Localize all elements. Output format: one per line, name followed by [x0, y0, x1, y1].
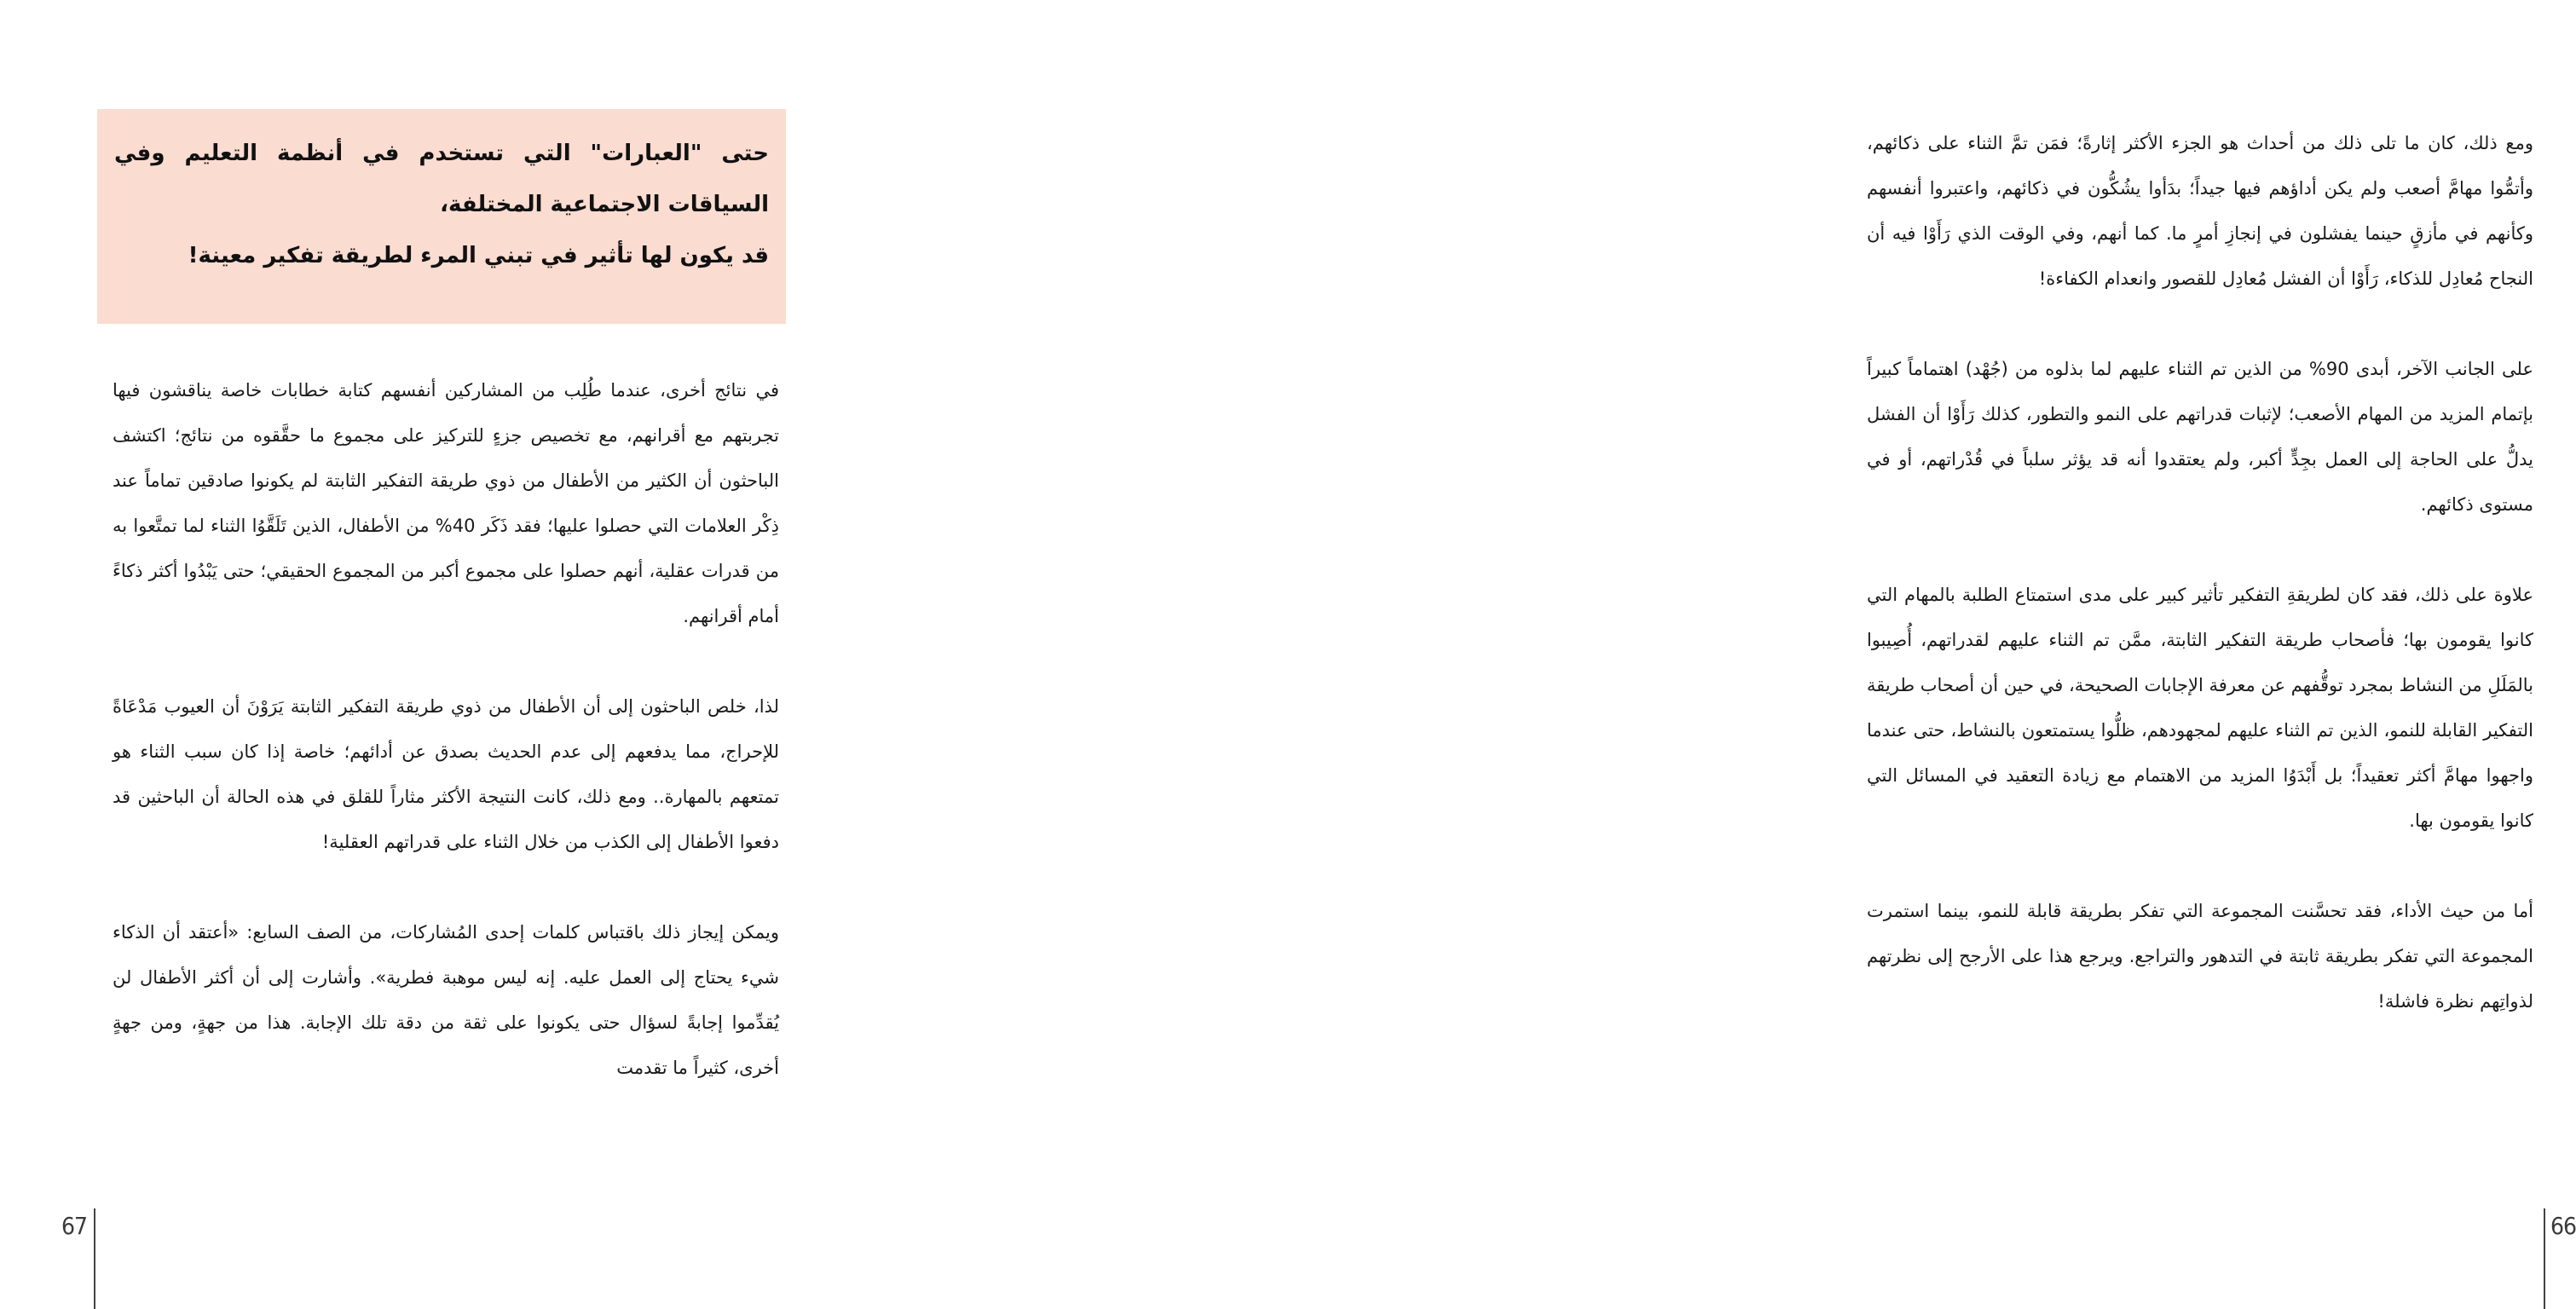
- paragraph: لذا، خلص الباحثون إلى أن الأطفال من ذوي طريقة التفكير الثابتة يَرَوْنَ أن العيوب مَدْعَاةً للإحراج، مما يدفعهم إلى عدم الحديث بصدق عن أدائهم؛ خاصة إذا كان سبب الثناء هو تمتعهم بالمهارة.. ومع ذلك، كانت النتيجة الأكثر مثاراً للقلق في هذه الحالة أن الباحثين قد دفعوا الأطفال إلى الكذب من خلال الثناء على قدراتهم العقلية!: [113, 696, 779, 852]
- paragraph: ويمكن إيجاز ذلك باقتباس كلمات إحدى المُشاركات، من الصف السابع: «أعتقد أن الذكاء شيء يحتاج إلى العمل عليه. إنه ليس موهبة فطرية». وأشارت إلى أن أكثر الأطفال لن يُقدِّموا إجابةً لسؤال حتى يكونوا على ثقة من دقة تلك الإجابة. هذا من جهةٍ، ومن جهةٍ أخرى، كثيراً ما تقدمت: [113, 922, 779, 1078]
- page-number: 66: [2550, 1212, 2576, 1240]
- right-page: [873, 0, 2576, 1309]
- paragraph: ومع ذلك، كان ما تلى ذلك من أحداث هو الجزء الأكثر إثارةً؛ فمَن تمَّ الثناء على ذكائهم، وأتمُّوا مهامَّ أصعب ولم يكن أداؤهم فيها جيداً؛ بدَأوا يشُكُّون في ذكائهم، واعتبروا أنفسهم وكأنهم في مأزقٍ حينما يفشلون في إنجازِ أمرٍ ما. كما أنهم، وفي الوقت الذي رَأَوْا فيه أن النجاح مُعادِل للذكاء، رَأَوْا أن الفشل مُعادِل للقصور وانعدام الكفاءة!: [1867, 133, 2533, 289]
- highlight-line-1: حتى "العبارات" التي تستخدم في أنظمة التعليم وفي السياقات الاجتماعية المختلفة،: [114, 141, 769, 217]
- right-body-text: [1867, 121, 2533, 1070]
- page-edge-rule: [94, 1208, 95, 1309]
- paragraph: أما من حيث الأداء، فقد تحسَّنت المجموعة التي تفكر بطريقة قابلة للنمو، بينما استمرت المجموعة التي تفكر بطريقة ثابتة في التدهور والتراجع. ويرجع هذا على الأرجح إلى نظرتهم لذواتِهم نظرة فاشلة!: [1867, 901, 2533, 1012]
- paragraph: في نتائج أخرى، عندما طُلِب من المشاركين أنفسهم كتابة خطابات خاصة يناقشون فيها تجربتهم مع أقرانهم، مع تخصيص جزءٍ للتركيز على مجموع ما حقَّقوه من نتائج؛ اكتشف الباحثون أن الكثير من الأطفال من ذوي طريقة التفكير الثابتة لم يكونوا صادقين تماماً عند ذِكْر العلامات التي حصلوا عليها؛ فقد ذَكَر 40% من الأطفال، الذين تَلَقَّوُا الثناء لما تمتَّعوا به من قدرات عقلية، أنهم حصلوا على مجموع أكبر من المجموع الحقيقي؛ حتى يَبْدُوا أكثر ذكاءً أمام أقرانهم.: [113, 380, 779, 626]
- highlight-box: [97, 109, 786, 324]
- left-page: [0, 0, 873, 1309]
- highlight-line-2: قد يكون لها تأثير في تبني المرء لطريقة تفكير معينة!: [188, 243, 769, 268]
- paragraph: علاوة على ذلك، فقد كان لطريقةِ التفكير تأثير كبير على مدى استمتاع الطلبة بالمهام التي كانوا يقومون بها؛ فأصحاب طريقة التفكير الثابتة، ممَّن تم الثناء عليهم لقدراتهم، أُصِيبوا بالمَلَلِ من النشاط بمجرد توقُّفهم عن معرفة الإجابات الصحيحة، في حين أن أصحاب طريقة التفكير القابلة للنمو، الذين تم الثناء عليهم لمجهودهم، ظلُّوا يستمتعون بالنشاط، حتى عندما واجهوا مهامَّ أكثر تعقيداً؛ بل أَبْدَوُا المزيد من الاهتمام مع زيادة التعقيد في المسائل التي كانوا يقومون بها.: [1867, 585, 2533, 831]
- page-number: 67: [61, 1212, 88, 1240]
- page-edge-rule: [2544, 1208, 2545, 1309]
- left-body-text: [113, 368, 779, 1136]
- paragraph: على الجانب الآخر، أبدى 90% من الذين تم الثناء عليهم لما بذلوه من (جُهْد) اهتماماً كبيراً بإتمام المزيد من المهام الأصعب؛ لإثبات قدراتهم على النمو والتطور، كذلك رَأَوْا أن الفشل يدلُّ على الحاجة إلى العمل بجِدٍّ أكبر، ولم يعتقدوا أنه قد يؤثر سلباً في قُدْراتهم، أو في مستوى ذكائهم.: [1867, 359, 2533, 515]
